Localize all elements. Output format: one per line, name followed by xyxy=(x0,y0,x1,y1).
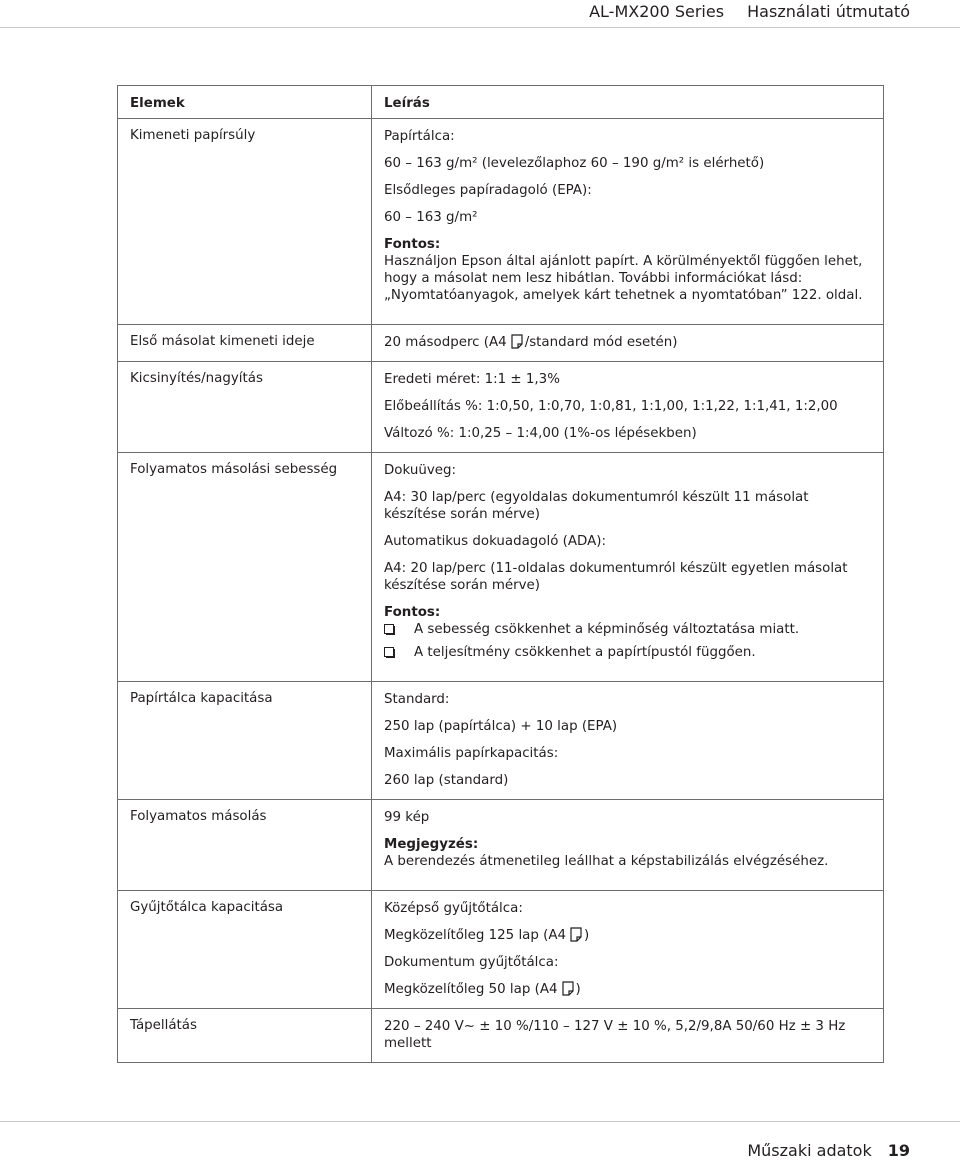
row-label: Folyamatos másolás xyxy=(118,800,372,891)
text-line: 60 – 163 g/m² (levelezőlaphoz 60 – 190 g/m² is elérhető) xyxy=(384,156,765,171)
row-description xyxy=(372,119,884,325)
footer-section-title: Műszaki adatok xyxy=(747,1141,872,1160)
text-fragment: Megközelítőleg 125 lap (A4 xyxy=(384,928,567,943)
header-doc-title: Használati útmutató xyxy=(747,2,910,21)
note xyxy=(384,836,873,870)
row-label: Első másolat kimeneti ideje xyxy=(118,325,372,362)
page-footer xyxy=(747,1140,910,1162)
text-fragment: ) xyxy=(575,982,581,997)
bullet-list xyxy=(384,621,873,661)
row-label: Folyamatos másolási sebesség xyxy=(118,453,372,682)
text-line: 220 – 240 V~ ± 10 %/110 – 127 V ± 10 %, 5,2/9,8A 50/60 Hz ± 3 Hz mellett xyxy=(384,1019,846,1051)
list-item xyxy=(384,644,873,661)
portrait-page-icon xyxy=(511,334,523,349)
text-line: A4: 30 lap/perc (egyoldalas dokumentumról készült 11 másolat készítése során mérve) xyxy=(384,490,809,522)
spec-table xyxy=(117,85,884,1063)
table-row xyxy=(118,682,884,800)
header-divider xyxy=(0,27,960,28)
text-line xyxy=(384,981,873,998)
text-line xyxy=(384,927,873,944)
row-description xyxy=(372,453,884,682)
text-line: Papírtálca: xyxy=(384,129,455,144)
table-row xyxy=(118,119,884,325)
note-title: Fontos: xyxy=(384,605,441,620)
portrait-page-icon xyxy=(570,927,582,942)
footer-divider xyxy=(0,1121,960,1122)
row-description xyxy=(372,362,884,453)
text-fragment: Megközelítőleg 50 lap (A4 xyxy=(384,982,558,997)
important-note xyxy=(384,604,873,661)
row-description xyxy=(372,682,884,800)
text-line: Eredeti méret: 1:1 ± 1,3% xyxy=(384,372,560,387)
text-line: 250 lap (papírtálca) + 10 lap (EPA) xyxy=(384,719,618,734)
row-description xyxy=(372,325,884,362)
row-description xyxy=(372,800,884,891)
text-line: Változó %: 1:0,25 – 1:4,00 (1%-os lépésekben) xyxy=(384,426,697,441)
row-label: Papírtálca kapacitása xyxy=(118,682,372,800)
table-row xyxy=(118,800,884,891)
table-row xyxy=(118,1009,884,1063)
list-item xyxy=(384,621,873,638)
text-line: 260 lap (standard) xyxy=(384,773,509,788)
col-header-description: Leírás xyxy=(372,86,884,119)
row-description xyxy=(372,891,884,1009)
text-line: Automatikus dokuadagoló (ADA): xyxy=(384,534,607,549)
text-line: A4: 20 lap/perc (1​1-oldalas dokumentumról készült egyetlen másolat készítése során mérve) xyxy=(384,561,848,593)
table-row xyxy=(118,453,884,682)
list-item-text: A teljesítmény csökkenhet a papírtípustól függően. xyxy=(414,645,756,660)
text-line: Maximális papírkapacitás: xyxy=(384,746,559,761)
col-header-items: Elemek xyxy=(118,86,372,119)
text-fragment: /standard mód esetén) xyxy=(524,335,678,350)
header-product: AL-MX200 Series xyxy=(589,2,725,21)
row-label: Gyűjtőtálca kapacitása xyxy=(118,891,372,1009)
text-line xyxy=(384,334,873,351)
row-label: Kicsinyítés/nagyítás xyxy=(118,362,372,453)
table-header-row xyxy=(118,86,884,119)
row-label: Tápellátás xyxy=(118,1009,372,1063)
list-item-text: A sebesség csökkenhet a képminőség változtatása miatt. xyxy=(414,622,800,637)
note-text: Használjon Epson által ajánlott papírt. A körülményektől függően lehet, hogy a másolat nem lesz hibátlan. További információkat lásd: „Nyomtatóanyagok, amelyek kárt tehetnek a nyomtatóban” 122. oldal. xyxy=(384,254,863,303)
note-text: A berendezés átmenetileg leállhat a képstabilizálás elvégzéséhez. xyxy=(384,854,829,869)
text-line: Standard: xyxy=(384,692,450,707)
text-line: 99 kép xyxy=(384,810,430,825)
portrait-page-icon xyxy=(562,981,574,996)
page-number: 19 xyxy=(887,1141,910,1160)
text-fragment: 20 másodperc (A4 xyxy=(384,335,507,350)
note-title: Fontos: xyxy=(384,237,441,252)
text-line: Dokumentum gyűjtőtálca: xyxy=(384,955,559,970)
text-line: Elsődleges papíradagoló (EPA): xyxy=(384,183,592,198)
checkbox-bullet-icon xyxy=(384,624,394,634)
row-label: Kimeneti papírsúly xyxy=(118,119,372,325)
table-row xyxy=(118,362,884,453)
table-row xyxy=(118,891,884,1009)
row-description xyxy=(372,1009,884,1063)
table-row xyxy=(118,325,884,362)
text-line: Dokuüveg: xyxy=(384,463,456,478)
running-header xyxy=(571,0,910,24)
note-title: Megjegyzés: xyxy=(384,837,479,852)
important-note xyxy=(384,236,873,304)
text-line: 60 – 163 g/m² xyxy=(384,210,478,225)
checkbox-bullet-icon xyxy=(384,647,394,657)
text-line: Előbeállítás %: 1:0,50, 1:0,70, 1:0,81, 1:1,00, 1:1,22, 1:1,41, 1:2,00 xyxy=(384,399,838,414)
text-line: Középső gyűjtőtálca: xyxy=(384,901,523,916)
text-fragment: ) xyxy=(584,928,590,943)
